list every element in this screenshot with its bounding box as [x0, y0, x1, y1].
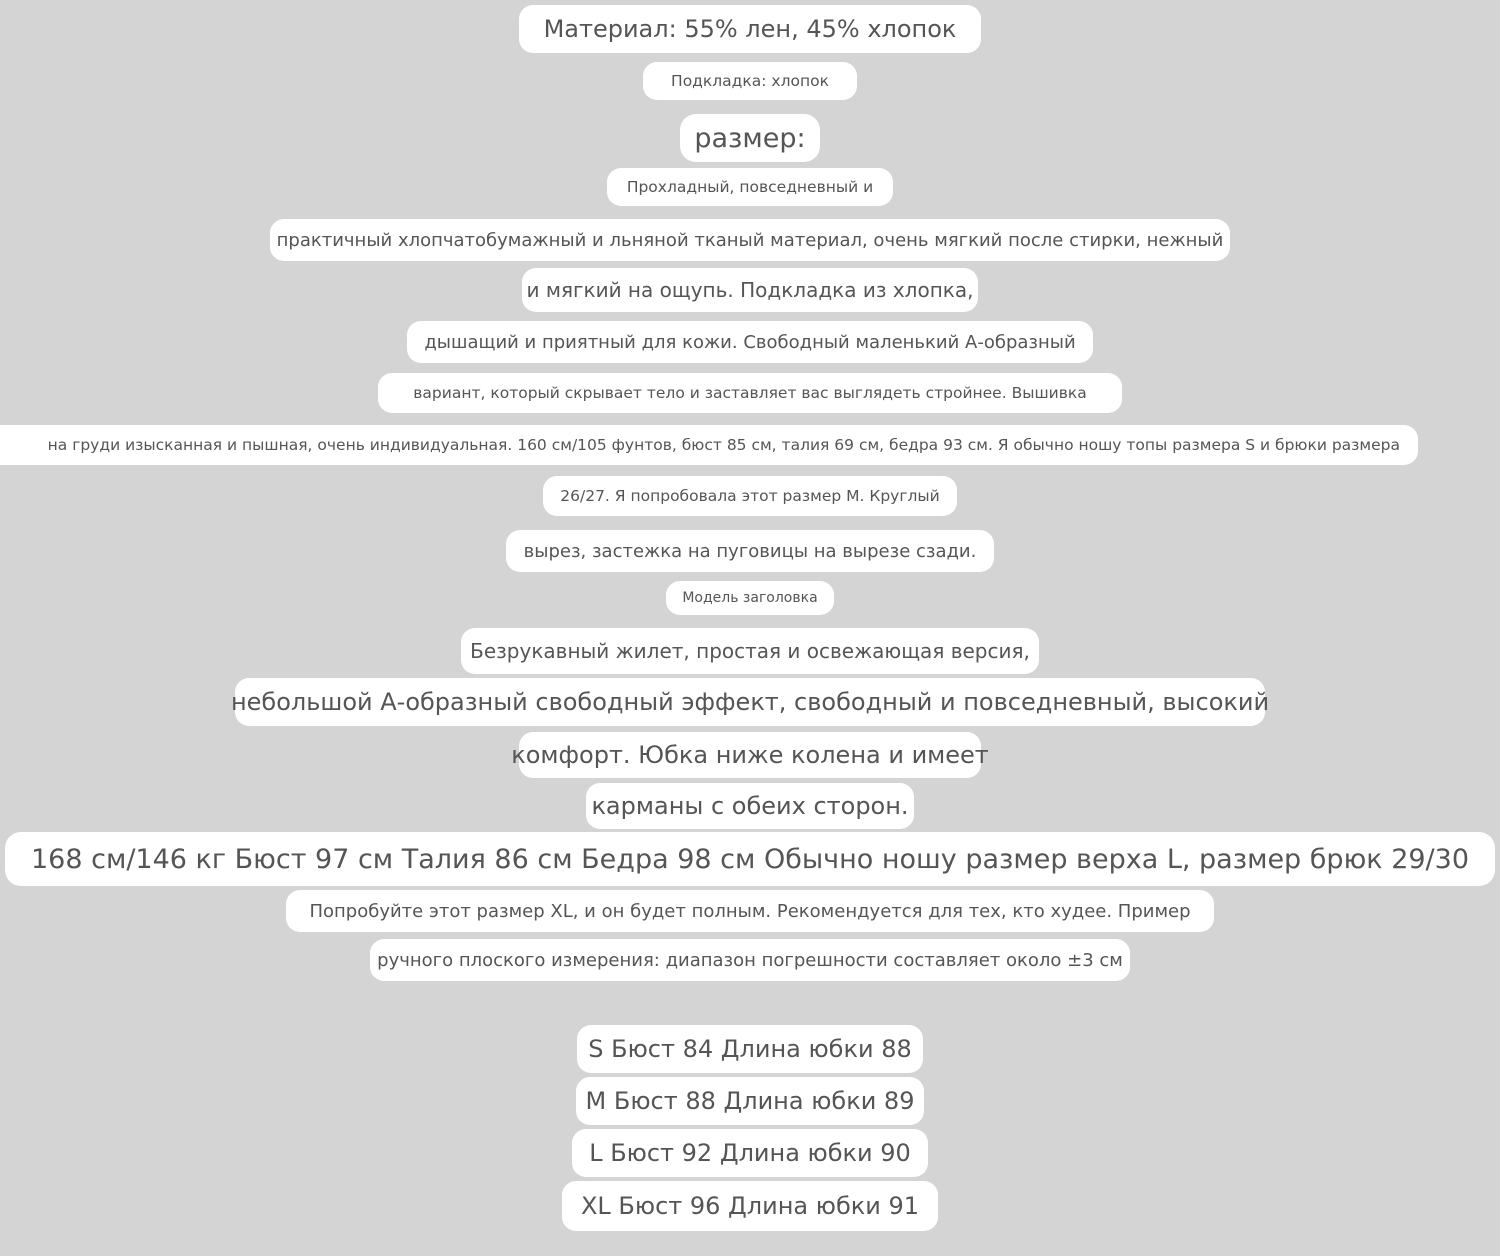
size-row-xl: XL Бюст 96 Длина юбки 91: [562, 1181, 938, 1231]
model-description-line: карманы с обеих сторон.: [586, 783, 914, 829]
description-line: и мягкий на ощупь. Подкладка из хлопка,: [522, 268, 978, 312]
model-description-line: небольшой А-образный свободный эффект, свободный и повседневный, высокий: [235, 678, 1265, 726]
description-line: вырез, застежка на пуговицы на вырезе сзади.: [506, 530, 994, 572]
model-description-line: Безрукавный жилет, простая и освежающая версия,: [461, 628, 1039, 674]
size-row-m: M Бюст 88 Длина юбки 89: [576, 1077, 924, 1125]
model-heading: Модель заголовка: [666, 581, 834, 615]
fit-note-line: Попробуйте этот размер XL, и он будет полным. Рекомендуется для тех, кто худее. Пример: [286, 890, 1214, 932]
description-line: Прохладный, повседневный и: [607, 168, 893, 206]
size-row-l: L Бюст 92 Длина юбки 90: [572, 1129, 928, 1177]
model-measurements: 168 см/146 кг Бюст 97 см Талия 86 см Бедра 98 см Обычно ношу размер верха L, размер брюк 29/30: [5, 832, 1495, 886]
description-line: практичный хлопчатобумажный и льняной тканый материал, очень мягкий после стирки, нежный: [270, 219, 1230, 261]
lining-label: Подкладка: хлопок: [643, 62, 857, 100]
size-heading: размер:: [680, 114, 820, 162]
fit-note-line: ручного плоского измерения: диапазон погрешности составляет около ±3 см: [370, 939, 1130, 981]
material-label: Материал: 55% лен, 45% хлопок: [519, 5, 981, 53]
description-line: на груди изысканная и пышная, очень индивидуальная. 160 см/105 фунтов, бюст 85 см, талия 69 см, бедра 93 см. Я обычно ношу топы размера S и брюки размера: [0, 425, 1418, 465]
size-row-s: S Бюст 84 Длина юбки 88: [577, 1025, 923, 1073]
description-line: 26/27. Я попробовала этот размер М. Круглый: [543, 476, 957, 516]
model-description-line: комфорт. Юбка ниже колена и имеет: [519, 732, 981, 778]
description-line: вариант, который скрывает тело и заставляет вас выглядеть стройнее. Вышивка: [378, 373, 1122, 413]
description-line: дышащий и приятный для кожи. Свободный маленький А-образный: [407, 321, 1093, 363]
